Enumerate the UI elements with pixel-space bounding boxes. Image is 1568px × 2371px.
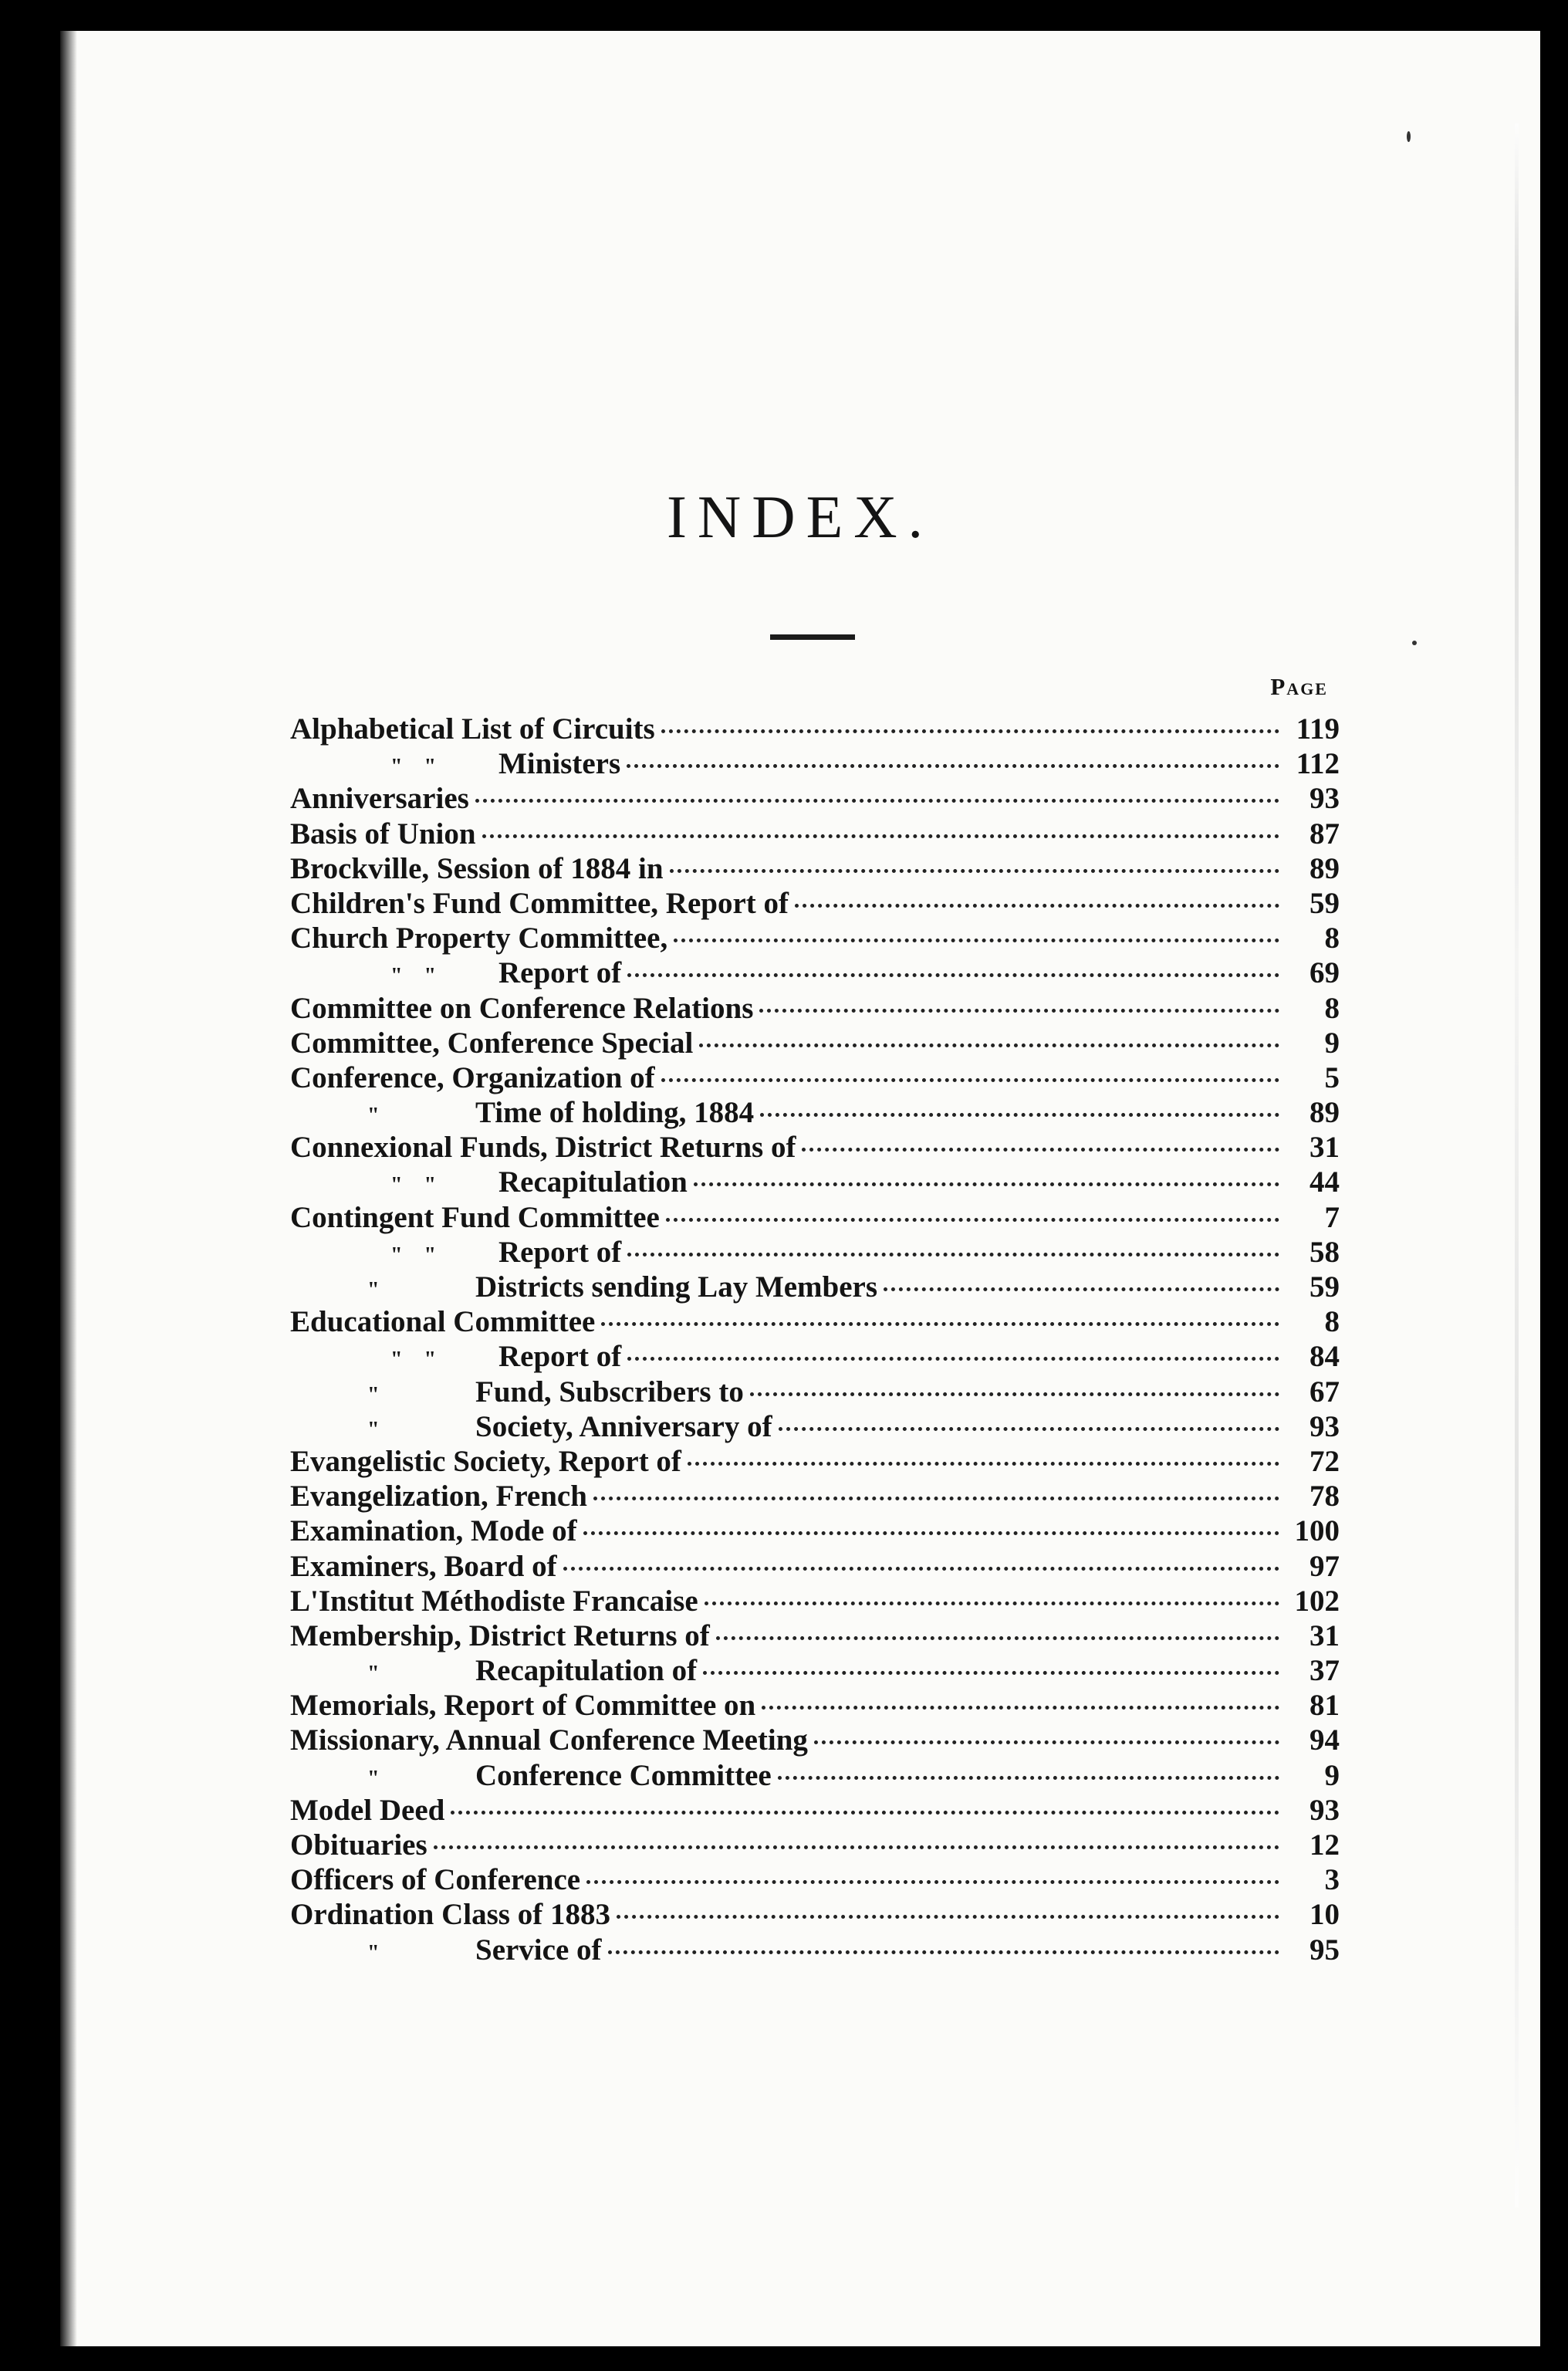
- index-entry: [290, 1270, 1340, 1304]
- ditto-mark: ": [367, 1382, 380, 1407]
- entry-page-number: 3: [1324, 1863, 1340, 1897]
- entry-page-number: 44: [1309, 1165, 1340, 1199]
- entry-text: Conference, Organization of: [290, 1060, 655, 1094]
- entry-label: [290, 1165, 688, 1202]
- entry-page-number: 8: [1324, 991, 1340, 1025]
- dot-leader: [814, 1740, 1279, 1744]
- entry-label: [290, 1409, 772, 1447]
- dot-leader: [601, 1322, 1279, 1326]
- entry-text: Recapitulation: [498, 1165, 688, 1199]
- dot-leader: [778, 1776, 1279, 1780]
- entry-text: Districts sending Lay Members: [475, 1270, 878, 1304]
- dot-leader: [661, 729, 1279, 733]
- entry-page-number: 78: [1309, 1480, 1340, 1514]
- dot-leader: [627, 973, 1279, 977]
- entry-text: Report of: [498, 1340, 622, 1374]
- entry-label: [290, 746, 620, 784]
- entry-text: Church Property Committee,: [290, 922, 668, 956]
- entry-text: Connexional Funds, District Returns of: [290, 1131, 796, 1165]
- entry-text: Ordination Class of 1883: [290, 1898, 610, 1932]
- ditto-mark: ": [367, 1766, 380, 1791]
- entry-label: [290, 1688, 755, 1723]
- entry-label: [290, 781, 469, 816]
- entry-text: Basis of Union: [290, 817, 476, 851]
- entry-page-number: 37: [1309, 1654, 1340, 1688]
- dot-leader: [666, 1218, 1279, 1222]
- entry-text: Missionary, Annual Conference Meeting: [290, 1723, 808, 1757]
- index-entry: [290, 1409, 1340, 1444]
- entry-text: Recapitulation of: [475, 1654, 698, 1688]
- entry-text: Obituaries: [290, 1828, 427, 1862]
- dot-leader: [475, 799, 1279, 803]
- index-entry: [290, 1688, 1340, 1723]
- entry-label: [290, 1479, 587, 1514]
- index-entry: [290, 1933, 1340, 1967]
- page-column-heading: Page: [1270, 673, 1328, 700]
- entry-label: [290, 1200, 660, 1235]
- dot-leader: [434, 1845, 1279, 1849]
- dot-leader: [699, 1043, 1279, 1047]
- entry-text: Examiners, Board of: [290, 1549, 557, 1583]
- index-entry: [290, 1060, 1340, 1095]
- entry-label: [290, 1235, 621, 1273]
- entry-text: Evangelistic Society, Report of: [290, 1444, 681, 1478]
- entry-label: [290, 886, 789, 921]
- index-entry: [290, 991, 1340, 1026]
- binding-shadow: [60, 31, 77, 2346]
- entry-text: Ministers: [498, 747, 621, 781]
- ditto-mark: ": [367, 1940, 380, 1965]
- page-edge: [1515, 123, 1519, 2207]
- dot-leader: [617, 1915, 1279, 1919]
- index-entry: [290, 1304, 1340, 1339]
- entry-page-number: 12: [1309, 1828, 1340, 1862]
- dot-leader: [661, 1078, 1279, 1082]
- entry-label: [290, 1060, 655, 1095]
- entry-page-number: 93: [1309, 1409, 1340, 1443]
- entry-page-number: 59: [1309, 886, 1340, 920]
- index-entry: [290, 956, 1340, 990]
- entry-page-number: 94: [1309, 1723, 1340, 1757]
- entry-page-number: 87: [1309, 817, 1340, 851]
- index-entry: [290, 1375, 1340, 1409]
- index-entry: [290, 1793, 1340, 1828]
- ditto-mark: ": [367, 1278, 380, 1302]
- entry-page-number: 72: [1309, 1444, 1340, 1478]
- paper-sheet: [60, 31, 1540, 2346]
- entry-label: [290, 1095, 754, 1133]
- index-entry: [290, 1549, 1340, 1584]
- entry-label: [290, 1758, 772, 1796]
- dot-leader: [705, 1602, 1279, 1605]
- index-entry: [290, 1897, 1340, 1932]
- entry-page-number: 9: [1324, 1026, 1340, 1060]
- index-list: [290, 712, 1340, 1967]
- dot-leader: [586, 1880, 1279, 1884]
- dot-leader: [716, 1636, 1279, 1640]
- entry-label: [290, 1584, 698, 1618]
- ditto-mark: " ": [390, 1348, 437, 1372]
- ditto-mark: ": [367, 1417, 380, 1442]
- entry-label: [290, 1793, 444, 1828]
- entry-text: Report of: [498, 956, 622, 990]
- entry-page-number: 89: [1309, 851, 1340, 885]
- entry-label: [290, 1375, 744, 1412]
- dot-leader: [593, 1497, 1279, 1500]
- index-entry: [290, 746, 1340, 781]
- entry-text: Society, Anniversary of: [475, 1409, 772, 1443]
- entry-label: [290, 712, 655, 746]
- entry-text: Educational Committee: [290, 1305, 596, 1339]
- entry-label: [290, 851, 664, 886]
- entry-page-number: 67: [1309, 1375, 1340, 1409]
- entry-label: [290, 1653, 697, 1691]
- entry-page-number: 95: [1309, 1933, 1340, 1967]
- entry-label: [290, 1549, 557, 1584]
- entry-page-number: 31: [1309, 1618, 1340, 1652]
- dot-leader: [703, 1671, 1279, 1675]
- dot-leader: [762, 1706, 1279, 1710]
- index-entry: [290, 1758, 1340, 1793]
- entry-label: [290, 1304, 595, 1339]
- entry-label: [290, 1862, 580, 1897]
- entry-label: [290, 1723, 808, 1757]
- dot-leader: [694, 1182, 1279, 1186]
- entry-page-number: 119: [1296, 712, 1340, 746]
- index-entry: [290, 1862, 1340, 1897]
- index-entry: [290, 1618, 1340, 1653]
- ink-speck: [1412, 641, 1417, 645]
- entry-page-number: 84: [1309, 1340, 1340, 1374]
- ditto-mark: " ": [390, 964, 437, 989]
- dot-leader: [760, 1113, 1279, 1117]
- index-entry: [290, 1095, 1340, 1130]
- index-entry: [290, 817, 1340, 851]
- index-entry: [290, 851, 1340, 886]
- index-entry: [290, 1584, 1340, 1618]
- entry-label: [290, 1130, 796, 1165]
- index-entry: [290, 1479, 1340, 1514]
- dot-leader: [750, 1392, 1279, 1396]
- entry-label: [290, 1026, 693, 1060]
- entry-label: [290, 1339, 621, 1377]
- ditto-mark: " ": [390, 1173, 437, 1198]
- entry-label: [290, 1444, 681, 1479]
- entry-text: Model Deed: [290, 1793, 445, 1827]
- entry-text: Memorials, Report of Committee on: [290, 1689, 756, 1723]
- index-entry: [290, 1653, 1340, 1688]
- entry-text: Fund, Subscribers to: [475, 1375, 744, 1409]
- dot-leader: [627, 1357, 1279, 1361]
- dot-leader: [674, 939, 1279, 942]
- index-entry: [290, 781, 1340, 816]
- entry-text: Examination, Mode of: [290, 1514, 577, 1548]
- index-entry: [290, 1514, 1340, 1548]
- ink-speck: [1407, 131, 1411, 142]
- entry-page-number: 10: [1309, 1898, 1340, 1932]
- dot-leader: [482, 834, 1279, 838]
- dot-leader: [583, 1531, 1279, 1535]
- title-rule: [770, 634, 855, 640]
- entry-label: [290, 921, 667, 956]
- entry-label: [290, 1933, 602, 1970]
- entry-text: Evangelization, French: [290, 1480, 587, 1514]
- dot-leader: [795, 904, 1279, 908]
- index-entry: [290, 1444, 1340, 1479]
- entry-text: Alphabetical List of Circuits: [290, 712, 655, 746]
- dot-leader: [608, 1950, 1279, 1954]
- entry-text: Brockville, Session of 1884 in: [290, 851, 664, 885]
- entry-label: [290, 1618, 710, 1653]
- entry-page-number: 100: [1294, 1514, 1340, 1548]
- index-entry: [290, 1130, 1340, 1165]
- entry-text: Officers of Conference: [290, 1863, 581, 1897]
- entry-page-number: 9: [1324, 1758, 1340, 1792]
- entry-label: [290, 1514, 577, 1548]
- ditto-mark: ": [367, 1662, 380, 1686]
- entry-text: L'Institut Méthodiste Francaise: [290, 1584, 698, 1618]
- entry-page-number: 31: [1309, 1131, 1340, 1165]
- dot-leader: [884, 1287, 1279, 1291]
- index-entry: [290, 712, 1340, 746]
- entry-page-number: 112: [1296, 747, 1340, 781]
- index-entry: [290, 1339, 1340, 1374]
- ditto-mark: " ": [390, 1243, 437, 1267]
- entry-label: [290, 1897, 610, 1932]
- dot-leader: [627, 1253, 1279, 1257]
- index-entry: [290, 1235, 1340, 1270]
- entry-text: Conference Committee: [475, 1758, 772, 1792]
- dot-leader: [563, 1567, 1279, 1571]
- ditto-mark: " ": [390, 755, 437, 780]
- dot-leader: [688, 1462, 1279, 1466]
- entry-page-number: 81: [1309, 1689, 1340, 1723]
- dot-leader: [451, 1811, 1279, 1815]
- entry-text: Time of holding, 1884: [475, 1096, 755, 1130]
- entry-text: Committee on Conference Relations: [290, 991, 754, 1025]
- page-title: INDEX.: [666, 483, 934, 550]
- entry-text: Service of: [475, 1933, 602, 1967]
- entry-page-number: 89: [1309, 1096, 1340, 1130]
- entry-page-number: 59: [1309, 1270, 1340, 1304]
- entry-text: Committee, Conference Special: [290, 1026, 694, 1060]
- dot-leader: [759, 1009, 1279, 1013]
- index-entry: [290, 1165, 1340, 1199]
- entry-text: Anniversaries: [290, 782, 469, 816]
- dot-leader: [802, 1148, 1279, 1152]
- entry-text: Children's Fund Committee, Report of: [290, 886, 789, 920]
- entry-label: [290, 956, 621, 993]
- entry-page-number: 5: [1324, 1060, 1340, 1094]
- index-entry: [290, 1828, 1340, 1862]
- entry-label: [290, 1270, 877, 1307]
- entry-page-number: 7: [1324, 1200, 1340, 1234]
- entry-page-number: 8: [1324, 1305, 1340, 1339]
- entry-page-number: 93: [1309, 782, 1340, 816]
- index-entry: [290, 886, 1340, 921]
- entry-text: Report of: [498, 1235, 622, 1269]
- entry-page-number: 93: [1309, 1793, 1340, 1827]
- entry-label: [290, 817, 476, 851]
- entry-page-number: 97: [1309, 1549, 1340, 1583]
- entry-label: [290, 991, 753, 1026]
- index-entry: [290, 921, 1340, 956]
- index-entry: [290, 1026, 1340, 1060]
- entry-page-number: 69: [1309, 956, 1340, 990]
- entry-text: Membership, District Returns of: [290, 1618, 710, 1652]
- dot-leader: [627, 764, 1279, 768]
- index-entry: [290, 1200, 1340, 1235]
- entry-page-number: 8: [1324, 922, 1340, 956]
- entry-label: [290, 1828, 427, 1862]
- index-entry: [290, 1723, 1340, 1757]
- ditto-mark: ": [367, 1104, 380, 1128]
- dot-leader: [779, 1427, 1279, 1431]
- entry-text: Contingent Fund Committee: [290, 1200, 660, 1234]
- entry-page-number: 102: [1294, 1584, 1340, 1618]
- entry-page-number: 58: [1309, 1235, 1340, 1269]
- dot-leader: [670, 869, 1279, 873]
